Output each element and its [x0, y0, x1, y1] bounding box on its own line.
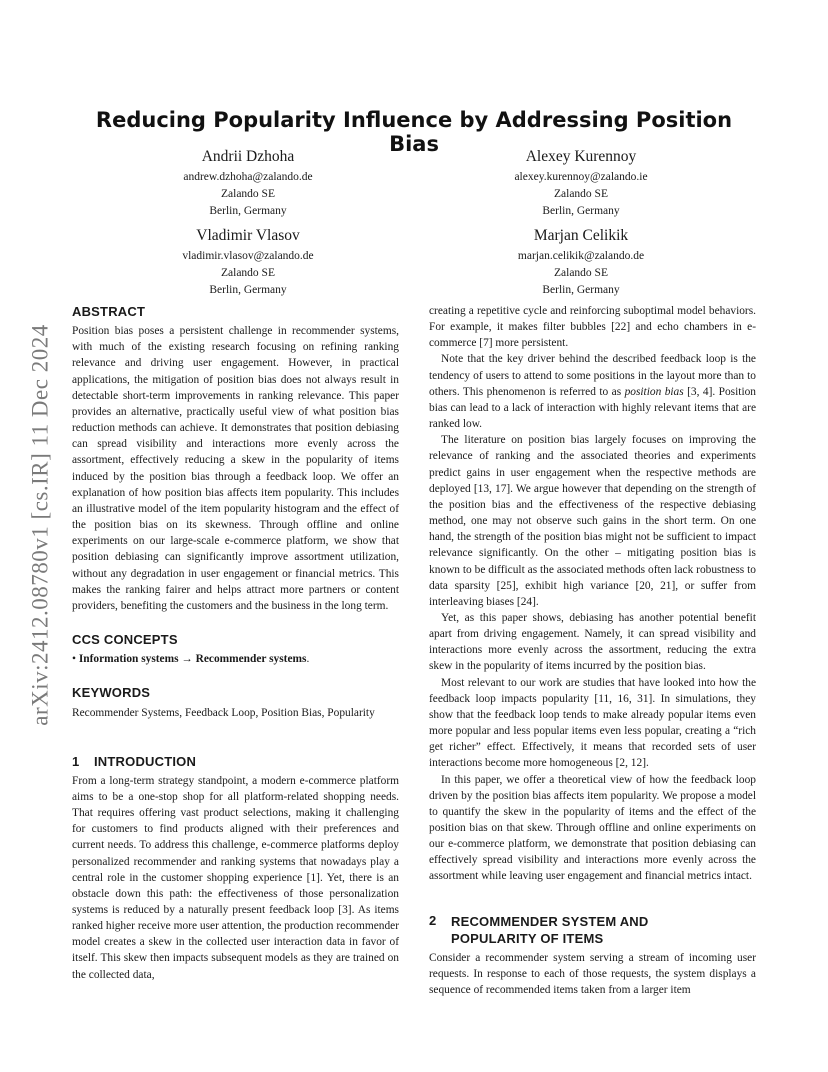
author-block	[98, 146, 398, 220]
author-org: Zalando SE	[221, 267, 275, 279]
text-run: Note that the key driver behind the described feedback loop is the tendency of users to attend to some positions in the layout more than to others. This phenomenon is referred to as	[429, 353, 756, 398]
author-email: andrew.dzhoha@zalando.de	[183, 171, 313, 183]
author-org: Zalando SE	[221, 188, 275, 200]
ccs-item: Information systems → Recommender systems	[78, 653, 307, 666]
author-email: vladimir.vlasov@zalando.de	[182, 250, 314, 262]
right-column	[429, 303, 756, 998]
section-number: 2	[429, 912, 437, 928]
section-title-line: RECOMMENDER SYSTEM AND	[451, 913, 649, 929]
author-location: Berlin, Germany	[542, 284, 620, 296]
keywords-heading: KEYWORDS	[72, 685, 151, 701]
author-org: Zalando SE	[554, 188, 608, 200]
ccs-period: .	[306, 653, 310, 666]
intro-heading	[72, 754, 399, 770]
ccs-heading: CCS CONCEPTS	[72, 631, 178, 647]
arxiv-identifier: arXiv:2412.08780v1 [cs.IR] 11 Dec 2024	[28, 324, 54, 726]
author-name: Vladimir Vlasov	[196, 227, 300, 244]
author-location: Berlin, Germany	[542, 205, 620, 217]
author-name: Marjan Celikik	[533, 227, 629, 244]
section-title-line: POPULARITY OF ITEMS	[451, 930, 604, 946]
intro-paragraph-continued: creating a repetitive cycle and reinforcing suboptimal model behaviors. For example, it makes filter bubbles [22] and echo chambers in e-commerce [7] more persistent.	[429, 305, 756, 350]
intro-paragraph: From a long-term strategy standpoint, a modern e-commerce platform aims to be a one-stop shop for all platform-related shopping needs. That requires offering vast product selections, making it challenging for customers to find products aligned with their preferences and current needs. To address this challenge, e-commerce platforms deploy personalized recommender and ranking systems that nowadays play a central role in the customer shopping experience [1]. Yet, there is an obstacle down this path: the effectiveness of those personalization systems is reduced by a naturally present feedback loop [3]. As items ranked higher receive more user attention, the production recommender model creates a skew in the collected user interaction data in favor of itself. This skew then impacts subsequent models as they are trained on the collected data,	[72, 774, 399, 981]
left-column	[72, 304, 399, 983]
paper-title: Reducing Popularity Influence by Addressing Position Bias	[95, 108, 733, 156]
author-name: Andrii Dzhoha	[201, 148, 295, 165]
author-email: marjan.celikik@zalando.de	[517, 250, 645, 262]
section-title	[451, 913, 648, 947]
intro-paragraph: Yet, as this paper shows, debiasing has another potential benefit apart from driving engagement. Namely, it can spread visibility and interactions more evenly across the assortment, reducing the extra skew in the popularity of items incurred by the position bias.	[429, 611, 756, 673]
emphasis-term: position bias	[624, 385, 684, 398]
author-block	[431, 146, 731, 220]
ccs-bullet: •	[72, 653, 76, 666]
author-block	[98, 225, 398, 299]
author-location: Berlin, Germany	[209, 205, 287, 217]
arxiv-stamp	[21, 290, 61, 760]
intro-paragraph: In this paper, we offer a theoretical view of how the feedback loop driven by the position bias affects item popularity. We propose a model to quantify the skew in the popularity of items and the effect of the position bias on that skew. Through offline and online experiments on our e-commerce platform, we demonstrate that position debiasing can effectively spread visibility and interactions more evenly across the assortment while leaving user engagement and financial metrics intact.	[429, 773, 756, 883]
ccs-concepts	[72, 651, 399, 667]
author-name: Alexey Kurennoy	[525, 148, 637, 165]
intro-paragraph: The literature on position bias largely focuses on improving the relevance of ranking and the associated theories and experiments predict gains in user engagement when the respective methods are deployed [13, 17]. We argue however that depending on the strength of the position bias and the effectiveness of the respective debiasing method, one may not observe such gains in the short term. On one hand, the strength of the position bias might not be sufficient to impact relevance significantly. On the other – mitigating position bias is known to be difficult as the associated methods often lack robustness to data sparsity [25], exhibit high variance [20, 21], or suffer from interleaving biases [24].	[429, 434, 756, 608]
author-block	[431, 225, 731, 299]
section2-heading	[429, 913, 756, 947]
text-run: [3, 4]. Position bias can lead to a lack of interaction with highly relevant items that are ranked low.	[429, 385, 756, 431]
author-location: Berlin, Germany	[209, 284, 287, 296]
author-org: Zalando SE	[554, 267, 608, 279]
abstract-text: Position bias poses a persistent challenge in recommender systems, with much of the existing research focusing on refining ranking relevance and driving user engagement. However, in practical applications, the mitigation of position bias does not always result in detectable short-term improvements in ranking relevance. This paper provides an alternative, practically useful view of what position bias reduction methods can achieve. It demonstrates that position debiasing can spread visibility and interactions more evenly across the assortment, effectively reducing a skew in the popularity of items induced by the position bias through a feedback loop. We offer an explanation of how position bias affects item popularity. This includes an illustrative model of the item popularity histogram and the effect of the position bias on its skewness. Through offline and online experiments on our large-scale e-commerce platform, we show that position debiasing can significantly improve assortment utilization, without any degradation in user engagement or financial metrics. This makes the ranking fairer and helps attract more partners or content providers, benefiting the customers and the business in the long term.	[72, 325, 399, 612]
intro-paragraph: Most relevant to our work are studies that have looked into how the feedback loop impacts popularity [11, 16, 31]. In simulations, they show that the feedback loop tends to make already popular items even more popular and less popular items even less popular, creating a “rich get richer” effect. Effectively, it means that recorded sets of user interactions become more homogeneous [2, 12].	[429, 676, 756, 770]
abstract-heading: ABSTRACT	[72, 304, 146, 319]
section2-paragraph: Consider a recommender system serving a stream of incoming user requests. In response to each of those requests, the system displays a sequence of recommended items taken from a larger item	[429, 951, 756, 996]
section-title: INTRODUCTION	[94, 753, 197, 769]
author-email: alexey.kurennoy@zalando.ie	[514, 171, 648, 183]
keywords-text: Recommender Systems, Feedback Loop, Position Bias, Popularity	[72, 707, 375, 720]
intro-paragraph	[429, 351, 756, 432]
section-number: 1	[72, 753, 80, 769]
